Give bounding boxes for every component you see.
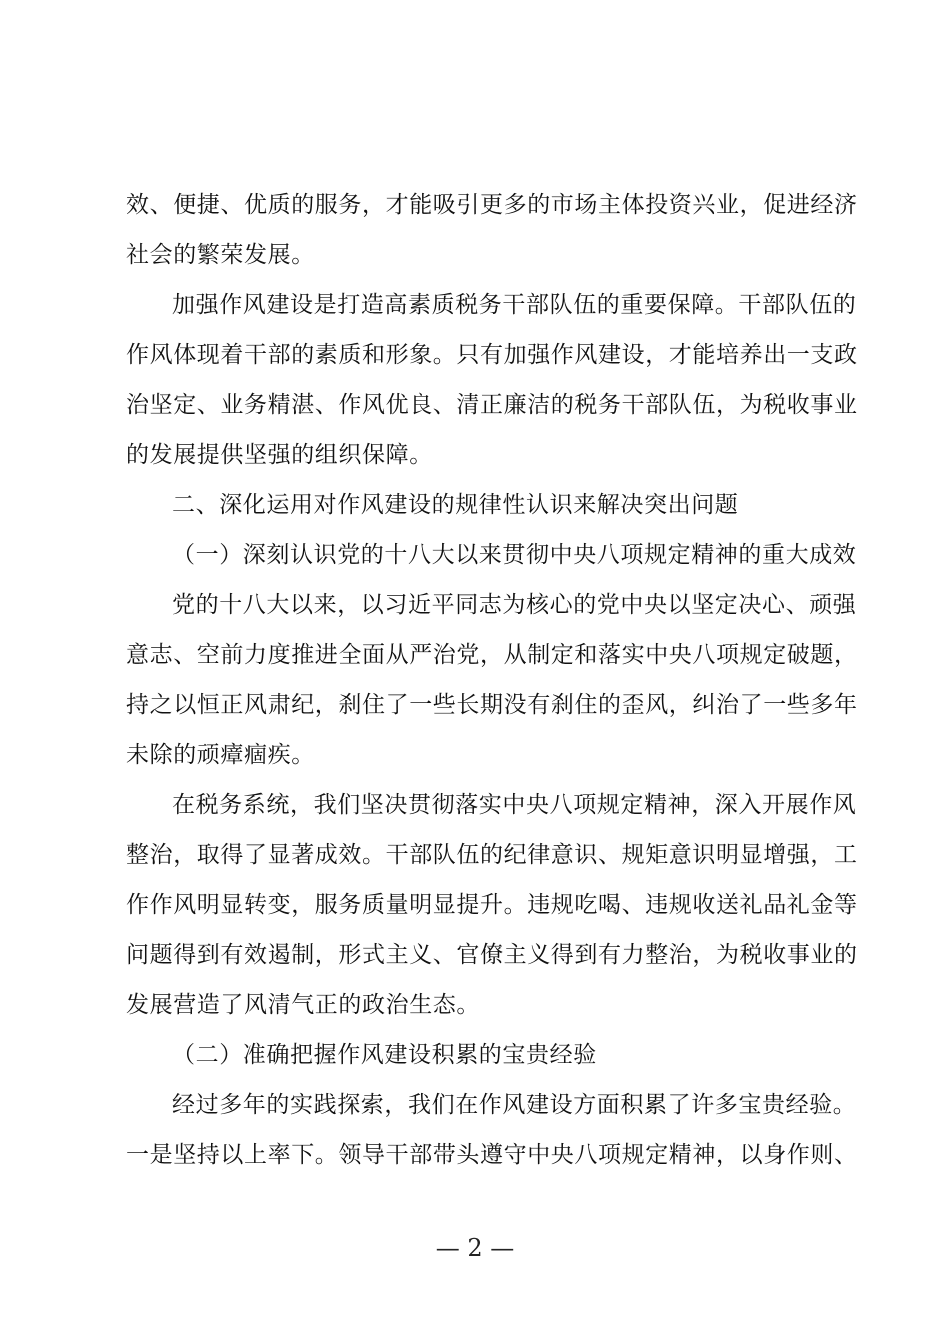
subsection-heading [126, 530, 857, 580]
text-line: （二）准确把握作风建设积累的宝贵经验 [172, 1042, 597, 1068]
text-line: 治坚定、业务精湛、作风优良、清正廉洁的税务干部队伍，为税收事业 [126, 392, 858, 418]
text-line: （一）深刻认识党的十八大以来贯彻中央八项规定精神的重大成效 [172, 542, 857, 568]
subsection-heading [126, 1030, 832, 1080]
text-line: 作作风明显转变，服务质量明显提升。违规吃喝、违规收送礼品礼金等 [126, 892, 858, 918]
text-line: 效、便捷、优质的服务，才能吸引更多的市场主体投资兴业，促进经济 [126, 192, 858, 218]
text-line: 在税务系统，我们坚决贯彻落实中央八项规定精神，深入开展作风 [172, 792, 857, 818]
text-line: 加强作风建设是打造高素质税务干部队伍的重要保障。干部队伍的 [172, 292, 857, 318]
text-line: 党的十八大以来，以习近平同志为核心的党中央以坚定决心、顽强 [172, 592, 857, 618]
text-line: 整治，取得了显著成效。干部队伍的纪律意识、规矩意识明显增强，工 [126, 842, 858, 868]
text-line: 社会的繁荣发展。 [126, 242, 315, 268]
text-line: 的发展提供坚强的组织保障。 [126, 442, 433, 468]
paragraph [126, 280, 858, 480]
text-line: 持之以恒正风肃纪，刹住了一些长期没有刹住的歪风，纠治了一些多年 [126, 692, 858, 718]
text-line: 二、深化运用对作风建设的规律性认识来解决突出问题 [172, 492, 739, 518]
paragraph [126, 580, 858, 780]
paragraph [126, 780, 858, 1030]
text-line: 未除的顽瘴痼疾。 [126, 742, 315, 768]
text-line: 经过多年的实践探索，我们在作风建设方面积累了许多宝贵经验。 [172, 1092, 857, 1118]
text-line: 发展营造了风清气正的政治生态。 [126, 992, 480, 1018]
document-body [126, 180, 858, 1180]
page-number: — 2 — [435, 1234, 515, 1262]
section-heading [126, 480, 832, 530]
text-line: 作风体现着干部的素质和形象。只有加强作风建设，才能培养出一支政 [126, 342, 858, 368]
text-line: 一是坚持以上率下。领导干部带头遵守中央八项规定精神，以身作则、 [126, 1142, 858, 1168]
text-line: 意志、空前力度推进全面从严治党，从制定和落实中央八项规定破题， [126, 642, 858, 668]
paragraph-continued [126, 180, 858, 280]
paragraph [126, 1080, 858, 1180]
text-line: 问题得到有效遏制，形式主义、官僚主义得到有力整治，为税收事业的 [126, 942, 858, 968]
